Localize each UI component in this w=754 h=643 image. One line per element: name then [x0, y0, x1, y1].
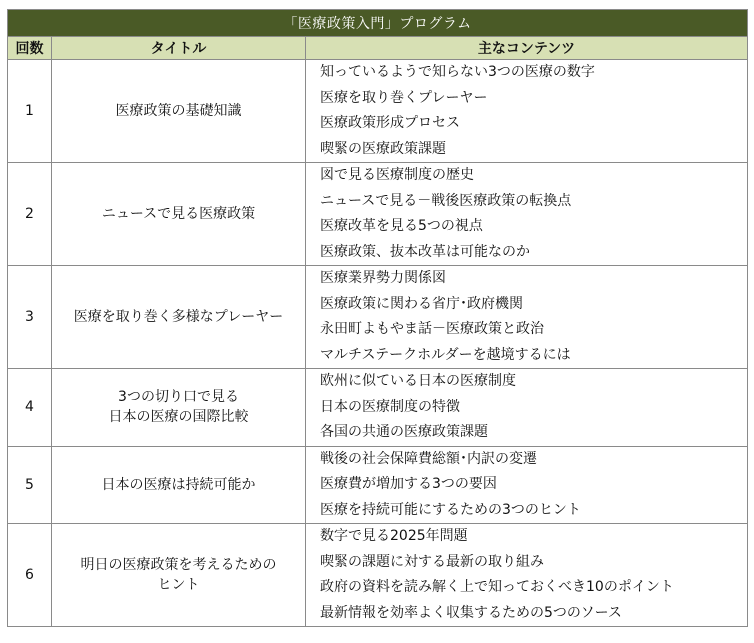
session-title	[52, 524, 306, 627]
content-item: 欧州に似ている日本の医療制度	[320, 373, 516, 389]
session-title-line: 医療政策の基礎知識	[115, 103, 242, 119]
session-title-line: 日本の医療は持続可能か	[101, 476, 256, 493]
content-item: マルチステークホルダーを越境するには	[320, 346, 571, 363]
content-item: 数字で見る2025年問題	[320, 528, 468, 544]
session-number: 2	[8, 163, 52, 266]
session-number: 1	[8, 60, 52, 163]
program-table	[7, 9, 748, 627]
session-title	[52, 266, 306, 369]
session-number: 4	[8, 369, 52, 447]
session-title	[52, 369, 306, 447]
table-title-row	[8, 10, 748, 37]
content-item: 永田町よもやま話－医療政策と政治	[320, 321, 544, 337]
table-row	[8, 266, 748, 369]
session-number: 6	[8, 524, 52, 627]
content-item: 喫緊の医療政策課題	[320, 140, 446, 157]
session-title	[52, 60, 306, 163]
content-item: 喫緊の課題に対する最新の取り組み	[320, 553, 544, 570]
content-item: 最新情報を効率よく収集するための5つのソース	[320, 604, 622, 621]
content-item: 日本の医療制度の特徴	[320, 398, 460, 415]
header-num: 回数	[8, 37, 52, 60]
session-title-line: ヒント	[157, 577, 200, 593]
table-row	[8, 163, 748, 266]
content-item: 戦後の社会保障費総額･内訳の変遷	[320, 450, 537, 467]
content-item: 政府の資料を読み解く上で知っておくべき10のポイント	[320, 579, 674, 595]
content-item: 医療政策形成プロセス	[320, 115, 460, 131]
session-contents	[306, 446, 748, 524]
content-item: 図で見る医療制度の歴史	[320, 167, 474, 183]
session-title	[52, 163, 306, 266]
program-table-wrapper	[7, 9, 747, 627]
header-contents: 主なコンテンツ	[306, 37, 748, 60]
session-title-line: ニュースで見る医療政策	[101, 206, 256, 222]
table-row	[8, 524, 748, 627]
header-title: タイトル	[52, 37, 306, 60]
content-item: 医療を持続可能にするための3つのヒント	[320, 501, 581, 518]
session-title-line: 医療を取り巻く多様なプレーヤー	[73, 309, 284, 325]
session-title-line: 日本の医療の国際比較	[108, 409, 249, 426]
content-item: 医療を取り巻くプレーヤー	[320, 89, 488, 106]
table-row	[8, 369, 748, 447]
session-number: 3	[8, 266, 52, 369]
header-row	[8, 37, 748, 60]
content-item: 医療業界勢力関係図	[320, 270, 446, 286]
session-title-line: 3つの切り口で見る	[118, 389, 239, 406]
session-number: 5	[8, 446, 52, 524]
session-contents	[306, 266, 748, 369]
table-title: 「医療政策入門」プログラム	[8, 10, 748, 37]
content-item: 医療政策、抜本改革は可能なのか	[320, 243, 530, 260]
content-item: 知っているようで知らない3つの医療の数字	[320, 64, 595, 80]
content-item: 各国の共通の医療政策課題	[320, 424, 488, 440]
session-contents	[306, 60, 748, 163]
session-contents	[306, 369, 748, 447]
table-row	[8, 60, 748, 163]
session-contents	[306, 163, 748, 266]
session-title	[52, 446, 306, 524]
session-contents	[306, 524, 748, 627]
content-item: ニュースで見る－戦後医療政策の転換点	[320, 192, 572, 209]
session-title-line: 明日の医療政策を考えるための	[80, 557, 277, 573]
content-item: 医療改革を見る5つの視点	[320, 218, 483, 234]
content-item: 医療費が増加する3つの要因	[320, 476, 497, 492]
table-row	[8, 446, 748, 524]
content-item: 医療政策に関わる省庁･政府機関	[320, 295, 523, 312]
